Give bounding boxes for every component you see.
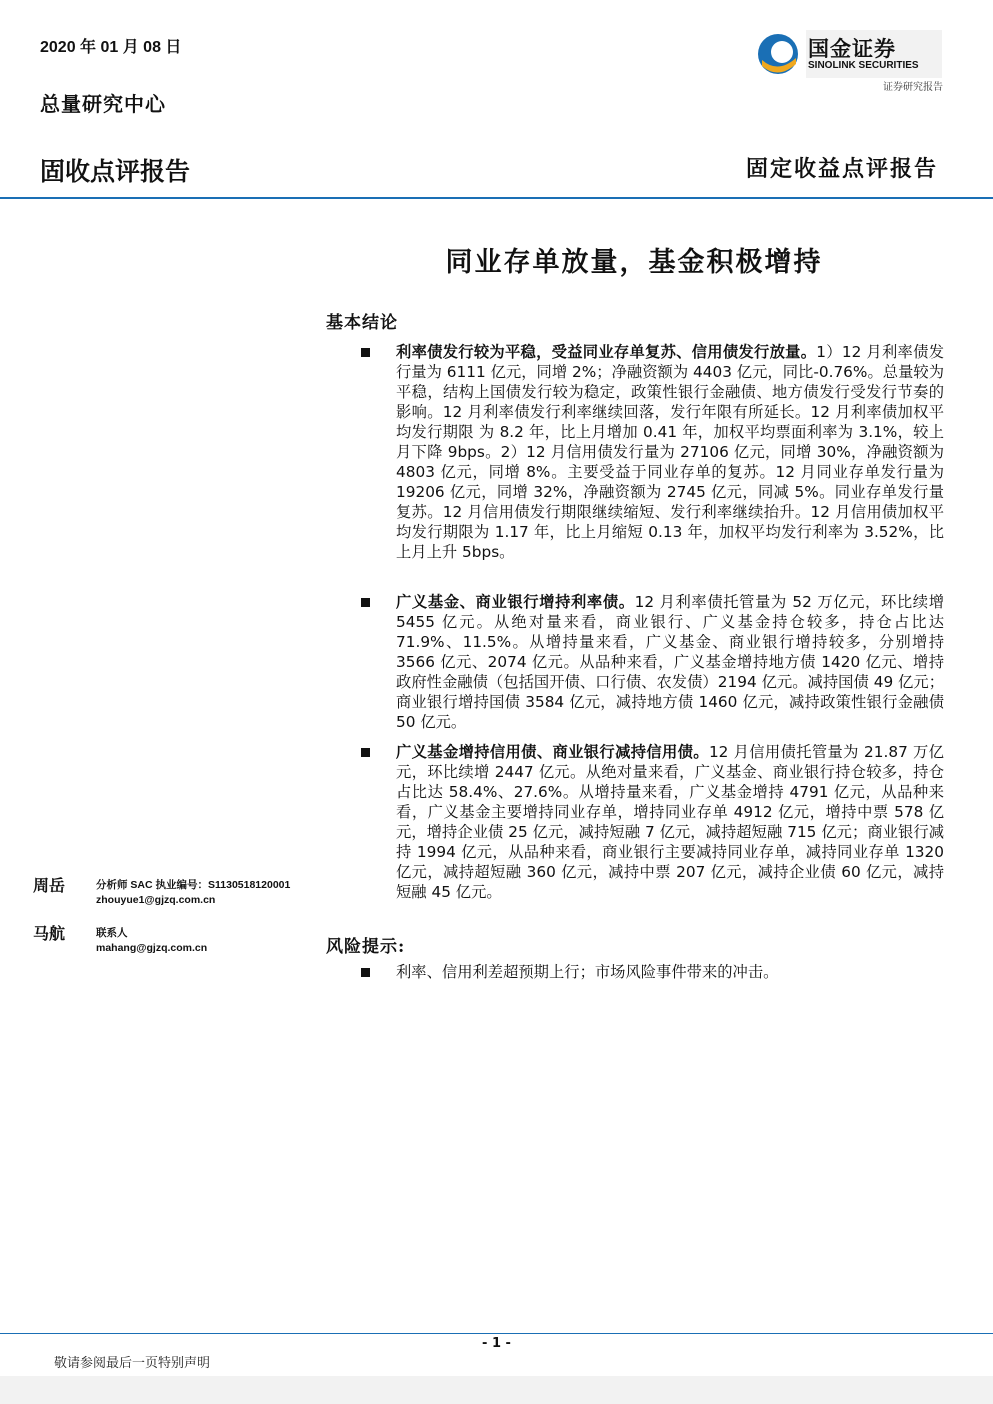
bullet-square-icon xyxy=(361,748,370,757)
author-title-1: 分析师 SAC 执业编号：S1130518120001 xyxy=(96,879,291,891)
bullet-paragraph-3 xyxy=(396,742,944,902)
page-number: - 1 - xyxy=(482,1336,511,1351)
doc-type-left: 固收点评报告 xyxy=(40,157,191,186)
bullet-lead-3: 广义基金增持信用债、商业银行减持信用债。 xyxy=(396,743,709,761)
bullet-paragraph-1 xyxy=(396,342,944,562)
author-name-1: 周岳 xyxy=(33,876,66,895)
report-date: 2020 年 01 月 08 日 xyxy=(40,39,182,56)
risk-text: 利率、信用利差超预期上行；市场风险事件带来的冲击。 xyxy=(396,963,779,981)
doc-type-right: 固定收益点评报告 xyxy=(745,156,938,182)
bullet-square-icon xyxy=(361,348,370,357)
risk-heading: 风险提示: xyxy=(326,937,406,957)
footer-band xyxy=(0,1376,993,1404)
bullet-body-2: 12 月利率债托管量为 52 万亿元，环比续增 5455 亿元。从绝对量来看，商业银行、广义基金持仓较多，持仓占比达 71.9%、11.5%。从增持量来看，广义基金、商业银行增持较多，分别增持 3566 亿元、2074 亿元。从品种来看，广义基金增持地方债 1420 亿元、增持政府性金融债（包括国开债、口行债、农发债）2194 亿元。减持国债 49 亿元；商业银行增持国债 3584 亿元，减持地方债 1460 亿元，减持政策性银行金融债 50 亿元。 xyxy=(396,593,944,731)
footer-disclaimer: 敬请参阅最后一页特别声明 xyxy=(54,1356,211,1371)
bullet-lead-2: 广义基金、商业银行增持利率债。 xyxy=(396,593,635,611)
logo-subtitle: 证券研究报告 xyxy=(883,82,943,93)
bullet-square-icon xyxy=(361,598,370,607)
bullet-lead-1: 利率债发行较为平稳，受益同业存单复苏、信用债发行放量。 xyxy=(396,343,817,361)
author-email-1[interactable]: zhouyue1@gjzq.com.cn xyxy=(96,894,216,906)
author-name-2: 马航 xyxy=(33,924,66,943)
bullet-paragraph-2 xyxy=(396,592,944,732)
bullet-body-3: 12 月信用债托管量为 21.87 万亿元，环比续增 2447 亿元。从绝对量来看，广义基金、商业银行持仓较多，持仓占比达 58.4%、27.6%。从增持量来看，广义基金增持 4791 亿元，从品种来看，广义基金主要增持同业存单，增持同业存单 4912 亿元，增持中票 578 亿元，增持企业债 25 亿元，减持短融 7 亿元，减持超短融 715 亿元；商业银行减持 1994 亿元，从品种来看，商业银行主要减持同业存单，减持同业存单 1320 亿元，减持超短融 360 亿元，减持中票 207 亿元，减持企业债 60 亿元，减持短融 45 亿元。 xyxy=(396,743,944,901)
research-center: 总量研究中心 xyxy=(40,92,166,116)
bullet-body-1: 1）12 月利率债发行量为 6111 亿元，同增 2%；净融资额为 4403 亿元，同比-0.76%。总量较为平稳，结构上国债发行较为稳定，政策性银行金融债、地方债发行受发行节奏的影响。12 月利率债发行利率继续回落，发行年限有所延长。12 月利率债加权平均发行期限 为 8.2 年，比上月增加 0.41 年，加权平均票面利率为 3.1%，较上月下降 9bps。2）12 月信用债发行量为 27106 亿元，同增 30%，净融资额为 4803 亿元，同增 8%。主要受益于同业存单的复苏。12 月同业存单发行量为 19206 亿元，同增 32%，净融资额为 2745 亿元，同减 5%。同业存单发行量复苏。12 月信用债发行期限继续缩短、发行利率继续抬升。12 月信用债加权平均发行期限为 1.17 年，比上月缩短 0.13 年，加权平均发行利率为 3.52%，比上月上升 5bps。 xyxy=(396,343,944,561)
author-email-2[interactable]: mahang@gjzq.com.cn xyxy=(96,942,208,954)
author-title-2: 联系人 xyxy=(96,927,128,939)
author-info-2 xyxy=(96,926,207,956)
footer-divider xyxy=(0,1333,993,1334)
report-title: 同业存单放量，基金积极增持 xyxy=(445,247,823,278)
author-info-1 xyxy=(96,878,290,908)
logo-text-cn: 国金证券 xyxy=(808,37,896,61)
conclusion-heading: 基本结论 xyxy=(326,313,398,333)
bullet-square-icon xyxy=(361,968,370,977)
header-divider xyxy=(0,197,993,199)
logo-text-en: SINOLINK SECURITIES xyxy=(808,60,919,71)
